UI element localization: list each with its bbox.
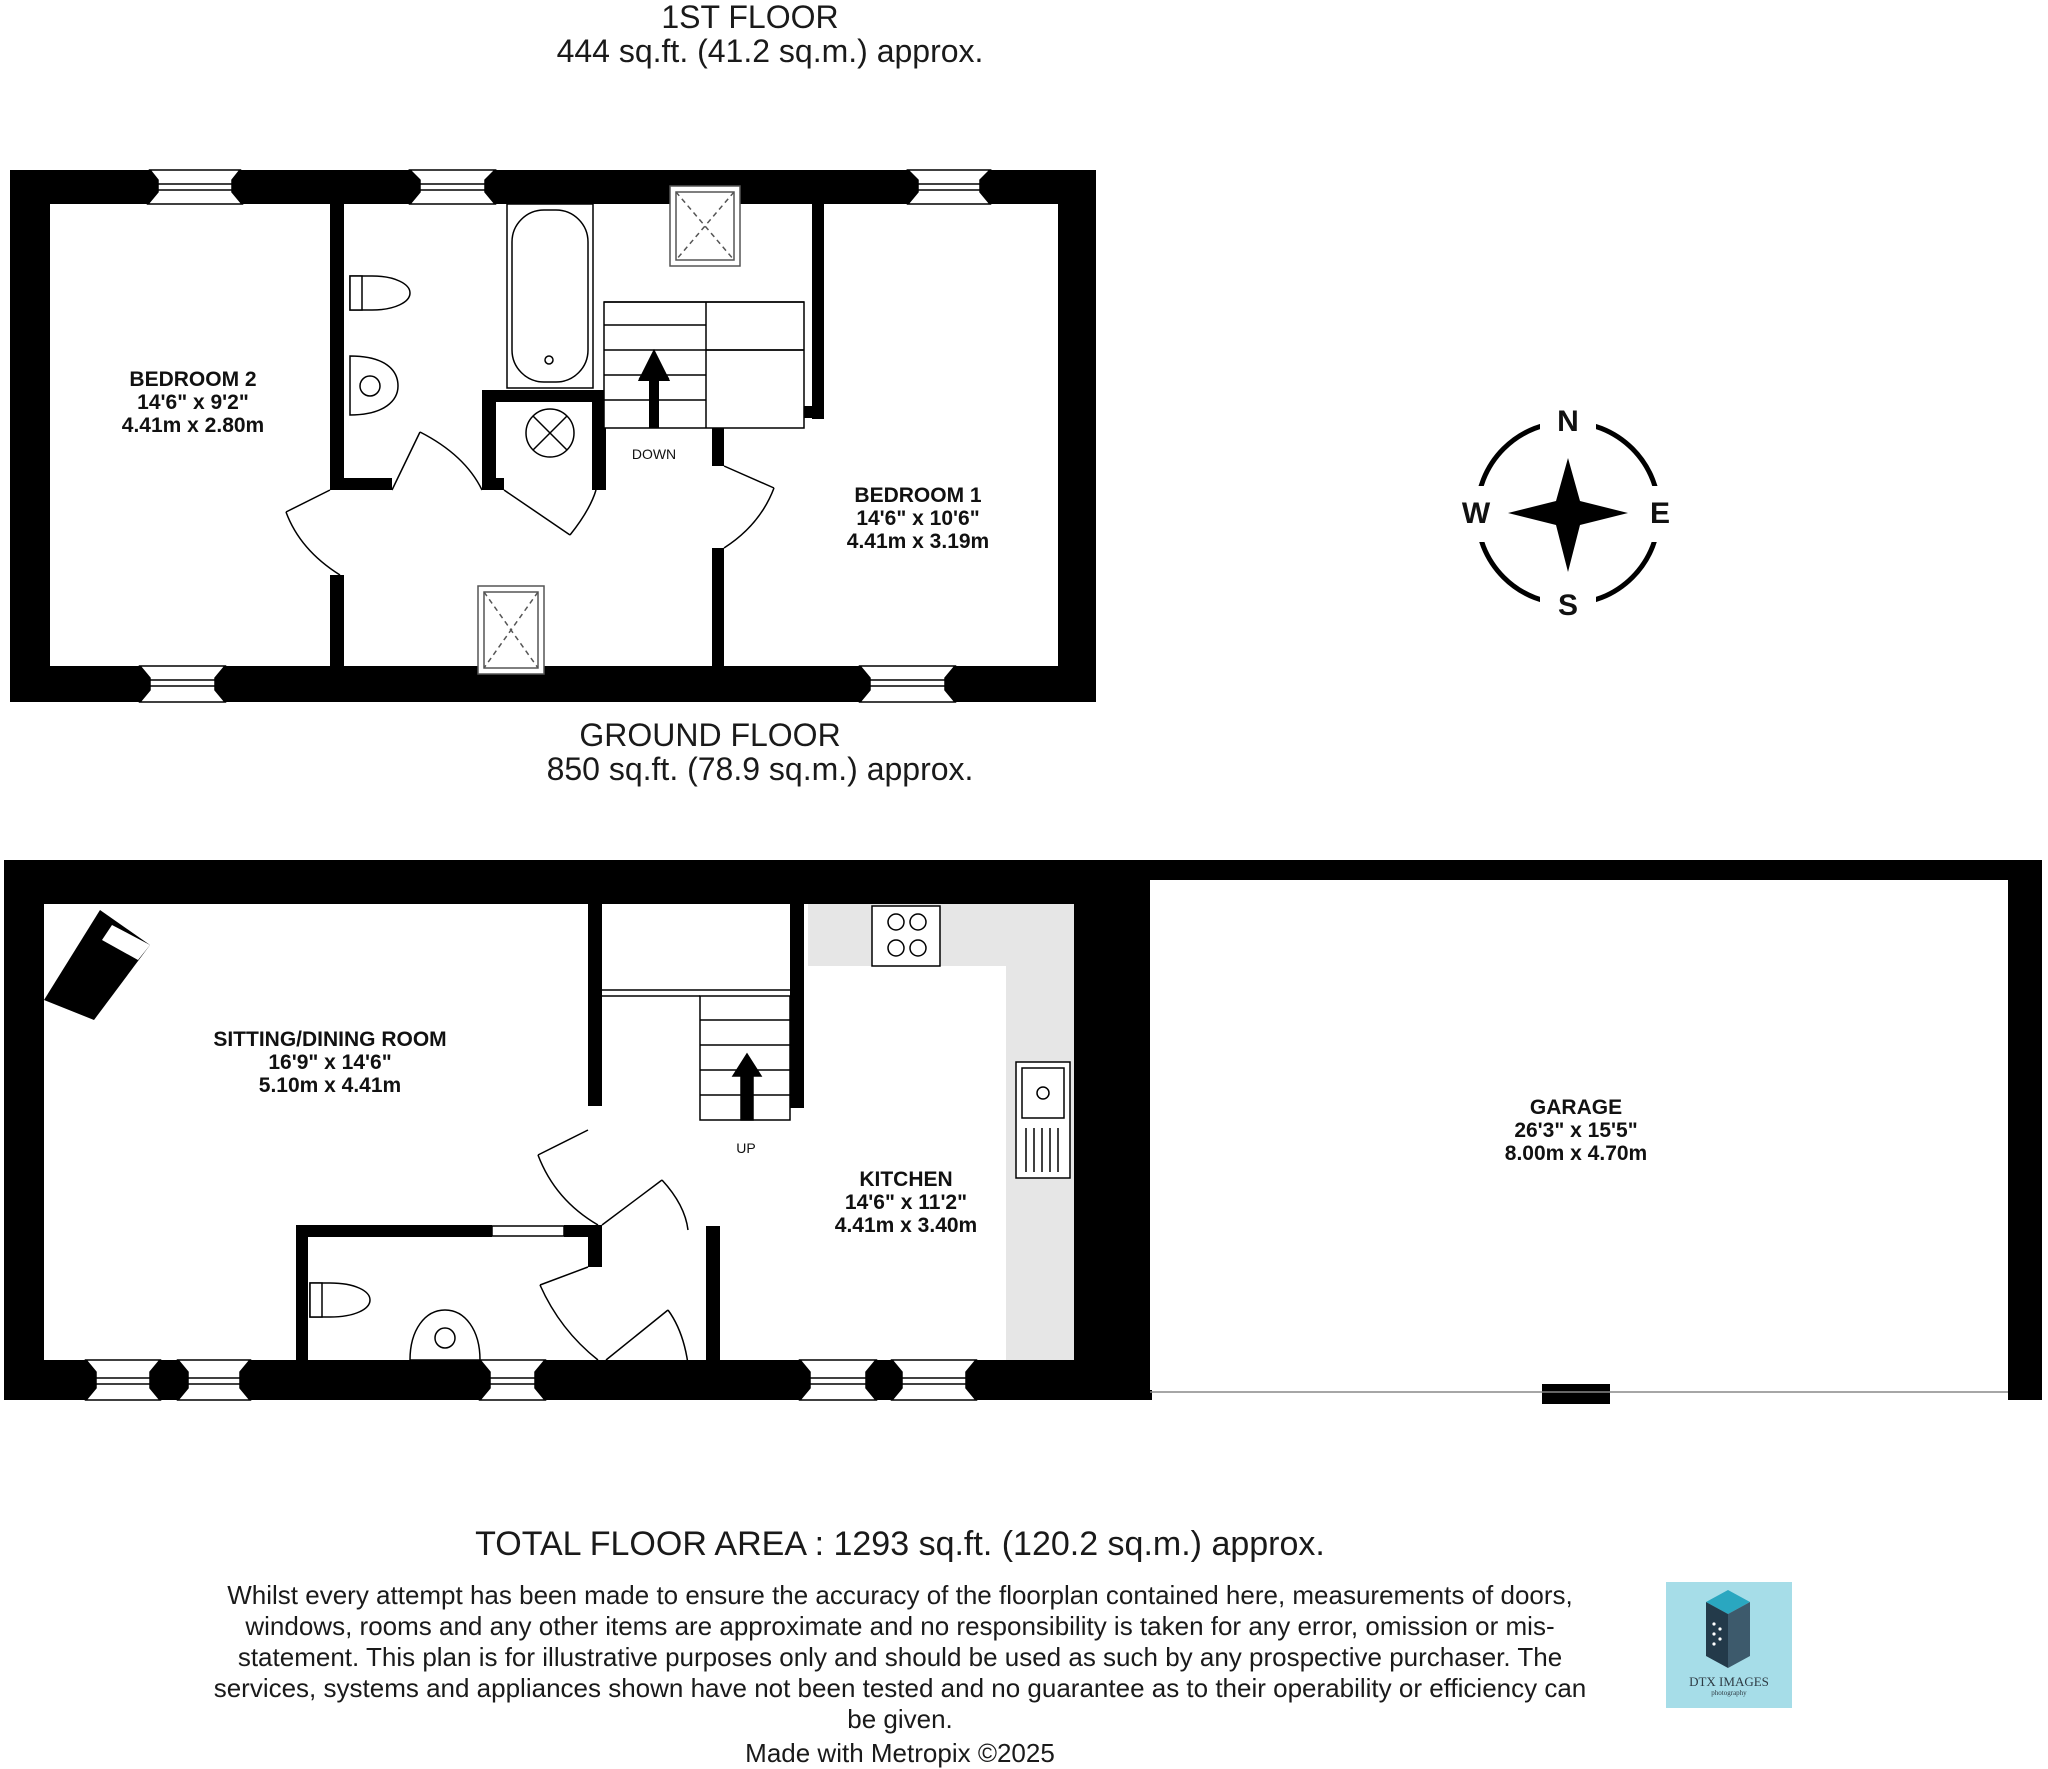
gf-wall-left bbox=[4, 860, 44, 1400]
compass-east-label: E bbox=[1649, 497, 1671, 530]
room-name: GARAGE bbox=[1529, 1096, 1623, 1119]
made-with-credit: Made with Metropix ©2025 bbox=[745, 1738, 1055, 1768]
garage-wall-right bbox=[2008, 860, 2042, 1400]
compass-star-icon bbox=[1508, 458, 1628, 572]
room-imperial: 14'6" x 11'2" bbox=[844, 1191, 968, 1214]
fireplace bbox=[44, 910, 150, 1020]
ff-doors bbox=[286, 432, 774, 575]
stairs-up-label: UP bbox=[736, 1140, 756, 1156]
room-imperial: 16'9" x 14'6" bbox=[268, 1051, 392, 1074]
garage-post bbox=[1542, 1384, 1610, 1404]
ff-stairs bbox=[604, 302, 804, 428]
gf-interior-walls bbox=[296, 896, 804, 1365]
hob bbox=[872, 906, 940, 966]
gf-wc-fixtures bbox=[310, 1283, 480, 1360]
first-floor-heading bbox=[500, 0, 1000, 68]
first-floor-title: 1ST FLOOR bbox=[661, 0, 839, 35]
gf-wall-top bbox=[4, 860, 1114, 904]
room-metric: 5.10m x 4.41m bbox=[258, 1074, 402, 1097]
first-floor-area: 444 sq.ft. (41.2 sq.m.) approx. bbox=[556, 33, 984, 69]
room-imperial: 26'3" x 15'5" bbox=[1514, 1119, 1638, 1142]
compass-south-label: S bbox=[1557, 589, 1579, 622]
dtx-images-logo bbox=[1666, 1582, 1792, 1708]
gf-doors bbox=[538, 1130, 690, 1395]
room-label-bedroom-1 bbox=[847, 484, 989, 553]
room-name: SITTING/DINING ROOM bbox=[213, 1028, 447, 1051]
room-label-kitchen bbox=[835, 1168, 977, 1237]
ff-wall-left bbox=[10, 170, 50, 702]
total-floor-area: TOTAL FLOOR AREA : 1293 sq.ft. (120.2 sq.m.) approx. bbox=[475, 1525, 1325, 1563]
gf-wall-party bbox=[1074, 860, 1150, 1400]
disclaimer-text: Whilst every attempt has been made to ensure the accuracy of the floorplan contained here, measurements of doors, windows, rooms and any other items are approximate and no responsibility is taken for any error, omission or mis-statement. This plan is for illustrative purposes only and should be used as such by any prospective purchaser. The services, systems and appliances shown have not been tested and no guarantee as to their operability or efficiency can be given. bbox=[213, 1580, 1587, 1734]
logo-mark-icon bbox=[1666, 1582, 1792, 1674]
gf-stairs bbox=[602, 900, 790, 1120]
ground-floor-heading bbox=[500, 718, 1000, 786]
gf-windows bbox=[86, 1226, 976, 1400]
ff-wall-right bbox=[1058, 170, 1096, 702]
logo-name: DTX IMAGES bbox=[1689, 1674, 1769, 1689]
garage-wall-bottom-right bbox=[2008, 1390, 2042, 1400]
room-name: BEDROOM 1 bbox=[854, 484, 982, 507]
compass-north-label: N bbox=[1557, 405, 1579, 438]
room-metric: 8.00m x 4.70m bbox=[1504, 1142, 1648, 1165]
sink bbox=[1016, 1062, 1070, 1178]
ground-floor-title: GROUND FLOOR bbox=[579, 717, 841, 753]
garage-wall-bottom-left bbox=[1110, 1390, 1152, 1400]
ground-floor-plan bbox=[4, 860, 2042, 1404]
compass-west-label: W bbox=[1461, 497, 1491, 530]
garage-wall-top bbox=[1110, 860, 2042, 880]
room-label-sitting-dining bbox=[213, 1028, 446, 1097]
room-name: KITCHEN bbox=[859, 1168, 953, 1191]
room-imperial: 14'6" x 10'6" bbox=[856, 507, 980, 530]
room-metric: 4.41m x 3.19m bbox=[846, 530, 990, 553]
room-name: BEDROOM 2 bbox=[129, 368, 257, 391]
ff-bathroom-fixtures bbox=[350, 204, 593, 457]
room-label-garage bbox=[1505, 1096, 1647, 1165]
room-label-bedroom-2 bbox=[122, 368, 264, 437]
room-imperial: 14'6" x 9'2" bbox=[137, 391, 249, 414]
room-metric: 4.41m x 3.40m bbox=[834, 1214, 978, 1237]
room-metric: 4.41m x 2.80m bbox=[121, 414, 265, 437]
stairs-down-label: DOWN bbox=[631, 446, 677, 462]
ground-floor-area: 850 sq.ft. (78.9 sq.m.) approx. bbox=[546, 751, 974, 787]
logo-subtitle: photography bbox=[1711, 1689, 1747, 1697]
